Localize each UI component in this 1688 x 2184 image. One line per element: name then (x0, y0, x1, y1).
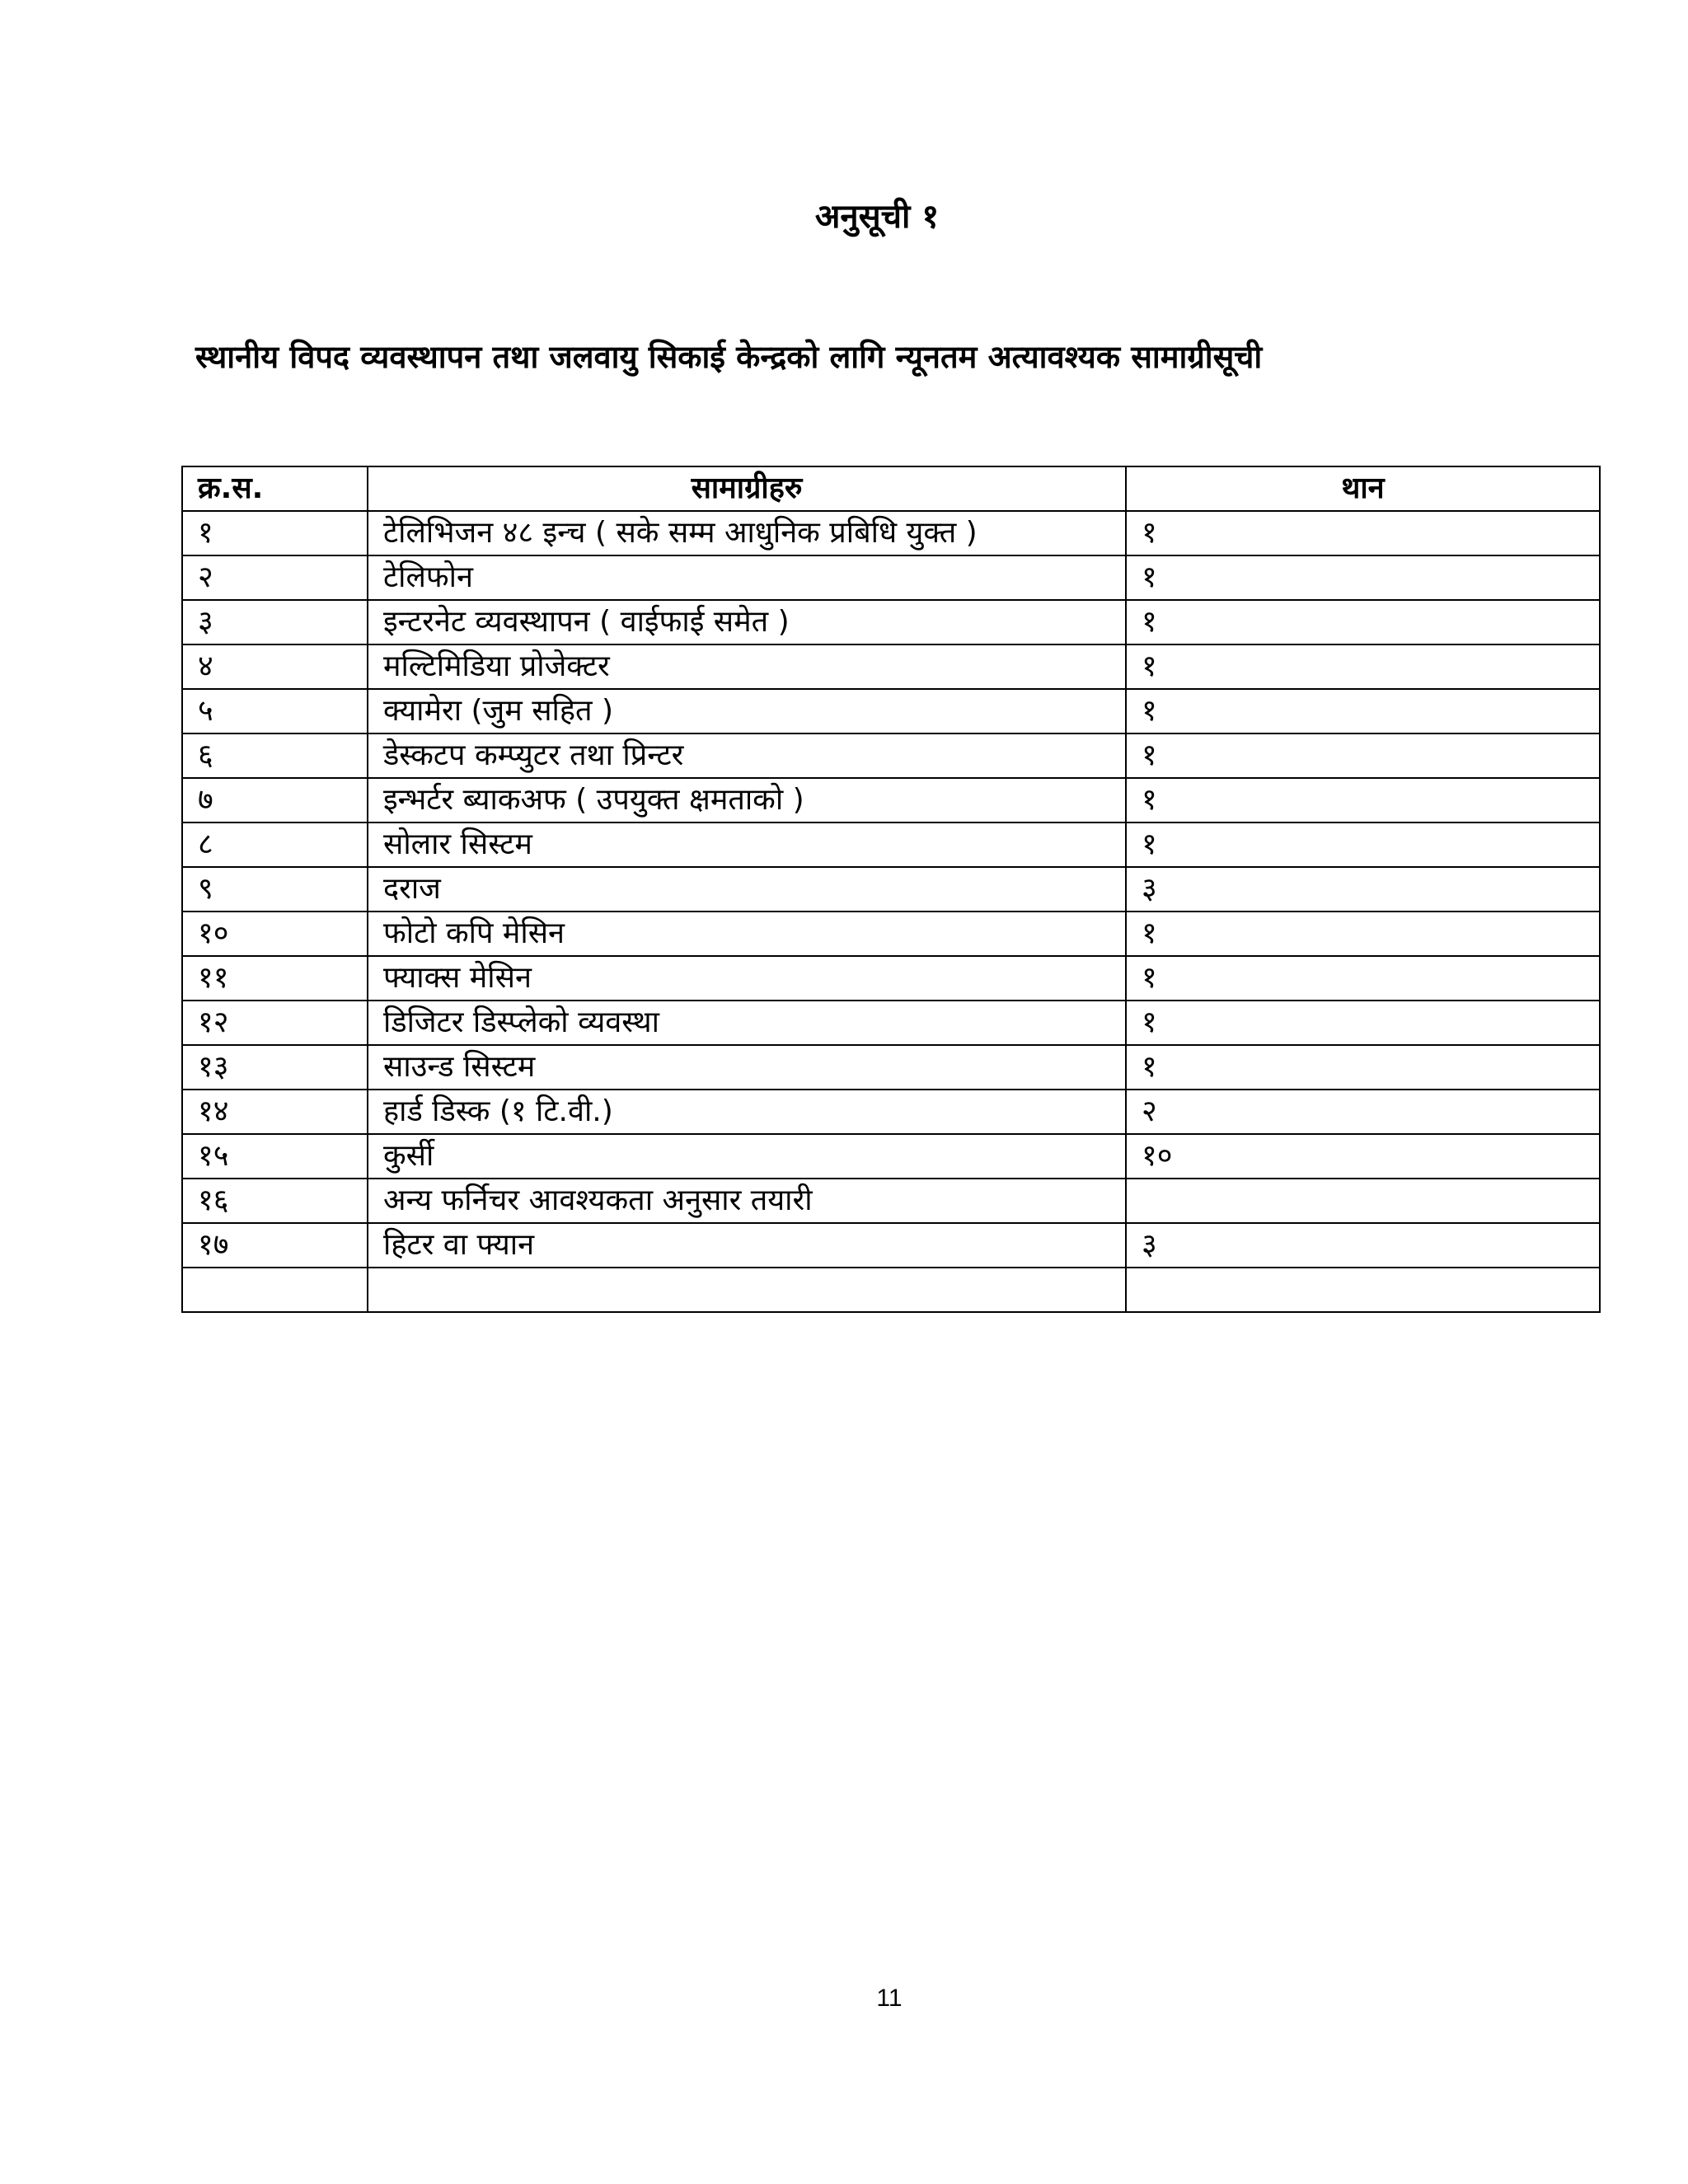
row-quantity: १ (1126, 689, 1600, 733)
row-quantity: २ (1126, 1090, 1600, 1134)
row-serial-number: १५ (182, 1134, 368, 1179)
row-serial-number: १२ (182, 1001, 368, 1045)
table-row (182, 1223, 1600, 1268)
row-material: मल्टिमिडिया प्रोजेक्टर (368, 644, 1126, 689)
row-material: सोलार सिस्टम (368, 823, 1126, 867)
row-serial-number: ७ (182, 778, 368, 823)
row-material: हार्ड डिस्क (१ टि.वी.) (368, 1090, 1126, 1134)
row-quantity: १ (1126, 778, 1600, 823)
table-row (182, 1001, 1600, 1045)
header-materials: सामाग्रीहरु (368, 466, 1126, 511)
row-quantity: १ (1126, 555, 1600, 600)
row-serial-number: ११ (182, 956, 368, 1001)
table-row (182, 733, 1600, 778)
row-serial-number: १३ (182, 1045, 368, 1090)
row-quantity: ३ (1126, 1223, 1600, 1268)
row-quantity: १ (1126, 733, 1600, 778)
row-quantity: १ (1126, 956, 1600, 1001)
header-quantity: थान (1126, 466, 1600, 511)
row-quantity (1126, 1179, 1600, 1223)
row-serial-number: १६ (182, 1179, 368, 1223)
table-row (182, 1134, 1600, 1179)
table-row (182, 1045, 1600, 1090)
table-row (182, 555, 1600, 600)
row-material: फ्याक्स मेसिन (368, 956, 1126, 1001)
row-material: कुर्सी (368, 1134, 1126, 1179)
row-serial-number: १७ (182, 1223, 368, 1268)
row-quantity: १ (1126, 912, 1600, 956)
row-quantity: १ (1126, 1001, 1600, 1045)
row-material: दराज (368, 867, 1126, 912)
row-quantity: १ (1126, 600, 1600, 644)
row-material: इन्भर्टर ब्याकअफ ( उपयुक्त क्षमताको ) (368, 778, 1126, 823)
table-row (182, 689, 1600, 733)
table-row (182, 823, 1600, 867)
header-serial-number: क्र.स. (182, 466, 368, 511)
row-quantity: ३ (1126, 867, 1600, 912)
row-quantity (1126, 1268, 1600, 1312)
table-row (182, 644, 1600, 689)
row-quantity: १ (1126, 644, 1600, 689)
row-quantity: १ (1126, 1045, 1600, 1090)
row-serial-number: ५ (182, 689, 368, 733)
row-serial-number: २ (182, 555, 368, 600)
row-material: क्यामेरा (जुम सहित ) (368, 689, 1126, 733)
table-row (182, 600, 1600, 644)
row-serial-number: १४ (182, 1090, 368, 1134)
row-serial-number: १ (182, 511, 368, 555)
row-quantity: १० (1126, 1134, 1600, 1179)
row-serial-number: ३ (182, 600, 368, 644)
table-row (182, 778, 1600, 823)
row-material: साउन्ड सिस्टम (368, 1045, 1126, 1090)
row-material (368, 1268, 1126, 1312)
row-quantity: १ (1126, 823, 1600, 867)
page-number: 11 (876, 1985, 903, 2012)
table-row (182, 867, 1600, 912)
row-material: इन्टरनेट व्यवस्थापन ( वाईफाई समेत ) (368, 600, 1126, 644)
materials-table (181, 466, 1601, 1313)
table-row (182, 511, 1600, 555)
row-material: टेलिफोन (368, 555, 1126, 600)
row-material: फोटो कपि मेसिन (368, 912, 1126, 956)
row-serial-number (182, 1268, 368, 1312)
row-material: अन्य फर्निचर आवश्यकता अनुसार तयारी (368, 1179, 1126, 1223)
row-serial-number: ८ (182, 823, 368, 867)
row-serial-number: १० (182, 912, 368, 956)
row-serial-number: ६ (182, 733, 368, 778)
table-header-row (182, 466, 1600, 511)
table-row (182, 912, 1600, 956)
row-serial-number: ९ (182, 867, 368, 912)
row-material: हिटर वा फ्यान (368, 1223, 1126, 1268)
row-material: टेलिभिजन ४८ इन्च ( सके सम्म आधुनिक प्रबिधि युक्त ) (368, 511, 1126, 555)
document-subheading: स्थानीय विपद व्यवस्थापन तथा जलवायु सिकाई केन्द्रको लागि न्यूनतम अत्यावश्यक सामाग्रीसूची (195, 339, 1263, 375)
document-heading: अनुसूची १ (814, 198, 940, 236)
table-row (182, 956, 1600, 1001)
row-serial-number: ४ (182, 644, 368, 689)
row-quantity: १ (1126, 511, 1600, 555)
table-row-empty (182, 1268, 1600, 1312)
row-material: डिजिटर डिस्प्लेको व्यवस्था (368, 1001, 1126, 1045)
table-row (182, 1179, 1600, 1223)
table-row (182, 1090, 1600, 1134)
row-material: डेस्कटप कम्प्युटर तथा प्रिन्टर (368, 733, 1126, 778)
